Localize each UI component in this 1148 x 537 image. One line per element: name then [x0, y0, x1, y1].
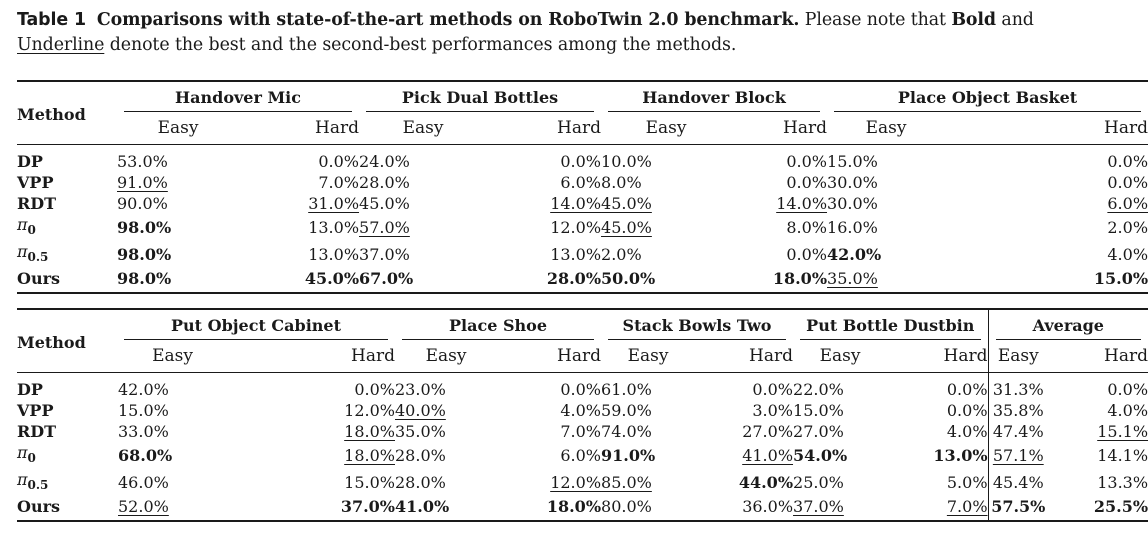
table-cell: 7.0% [560, 422, 602, 441]
easy-header: Easy [627, 345, 669, 366]
table-cell: 7.0% [887, 496, 988, 521]
table-row [17, 496, 1148, 521]
table-cell: 6.0% [1107, 194, 1148, 213]
table-cell: 45.0% [304, 269, 360, 289]
method-name: RDT [17, 422, 57, 441]
table-cell: 44.0% [738, 473, 794, 493]
table-cell: 6.0% [560, 446, 602, 466]
table-cell: 0.0% [354, 380, 395, 399]
table-cell: 35.8% [992, 401, 1044, 420]
table-cell: 0.0% [786, 152, 828, 171]
easy-header: Easy [425, 345, 467, 366]
table-cell: 57.5% [991, 497, 1046, 517]
task-header: Stack Bowls Two [601, 309, 793, 342]
table-cell: 0.0% [560, 152, 602, 171]
method-name: DP [17, 380, 43, 399]
easy-header: Easy [645, 117, 687, 138]
table-cell: 98.0% [117, 218, 172, 238]
table-cell: 0.0% [887, 400, 988, 421]
table-cell: 98.0% [117, 269, 172, 289]
table-cell: 45.0% [601, 194, 652, 213]
table-cell: 25.0% [793, 473, 844, 493]
caption-title: Comparisons with state-of-the-art methods on RoboTwin 2.0 benchmark. [96, 10, 800, 30]
table-cell: 14.0% [550, 194, 602, 213]
table-cell: 28.0% [546, 269, 602, 289]
table-cell: 57.0% [359, 218, 410, 238]
table-cell: 14.1% [1097, 446, 1148, 466]
table-cell: 18.0% [344, 422, 395, 441]
results-table-2 [17, 308, 1148, 522]
table-cell: 50.0% [601, 269, 656, 289]
table-cell: 14.0% [776, 194, 828, 213]
table-cell: 31.3% [992, 380, 1044, 399]
table-cell: 0.0% [1107, 173, 1148, 192]
table-row [17, 268, 1148, 293]
table-cell: 8.0% [786, 218, 828, 238]
table-cell: 61.0% [601, 380, 652, 399]
table-row [17, 373, 1148, 401]
table-cell: 3.0% [752, 401, 794, 420]
hard-header: Hard [351, 345, 395, 366]
table-cell: 15.1% [1097, 422, 1148, 441]
table-cell: 13.3% [1097, 473, 1148, 493]
table-cell: 6.0% [560, 173, 602, 192]
table-cell: 18.0% [546, 497, 602, 517]
easy-header: Easy [157, 117, 199, 138]
table-cell: 30.0% [827, 173, 878, 192]
table-cell: 2.0% [1107, 218, 1148, 238]
table-cell: 53.0% [117, 152, 168, 171]
table-cell: 0.0% [1107, 152, 1148, 171]
table-cell: 8.0% [601, 173, 642, 192]
table-row [17, 442, 1148, 469]
method-name: $\pi_{0.5}$ [17, 470, 49, 493]
table-cell: 13.0% [308, 245, 360, 265]
table-cell: 13.0% [308, 218, 360, 238]
caption-bold-word: Bold [951, 10, 996, 30]
hard-header: Hard [887, 342, 988, 373]
table-cell: 12.0% [550, 218, 602, 238]
task-header: Pick Dual Bottles [359, 81, 601, 114]
table-cell: 41.0% [395, 497, 450, 517]
table-cell: 12.0% [550, 473, 602, 493]
hard-header: Hard [557, 117, 602, 138]
method-name: VPP [17, 401, 54, 420]
caption-text-2: and [996, 10, 1034, 30]
table-cell: 18.0% [344, 446, 395, 466]
table-row [17, 469, 1148, 496]
table-cell: 46.0% [118, 473, 169, 493]
table-cell: 24.0% [359, 152, 410, 171]
hard-header: Hard [1104, 117, 1148, 138]
method-header: Method [17, 332, 86, 352]
table-cell: 31.0% [308, 194, 360, 213]
table-cell: 37.0% [793, 497, 844, 517]
table-cell: 45.0% [359, 194, 410, 213]
method-name: RDT [17, 194, 57, 213]
table-cell: 54.0% [793, 446, 848, 466]
table-cell: 0.0% [560, 380, 602, 399]
hard-header: Hard [749, 345, 794, 366]
table-cell: 36.0% [742, 497, 794, 517]
table-cell: 16.0% [827, 218, 878, 238]
table-cell: 28.0% [395, 446, 446, 466]
table-cell: 37.0% [359, 245, 410, 265]
table-row [17, 193, 1148, 214]
hard-header: Hard [557, 345, 602, 366]
results-table-1 [17, 80, 1148, 294]
table-cell: 15.0% [827, 152, 878, 171]
table-cell: 52.0% [118, 497, 169, 517]
table-cell: 0.0% [752, 380, 794, 399]
task-header: Handover Mic [117, 81, 359, 114]
easy-header: Easy [819, 345, 861, 366]
task-header: Put Object Cabinet [117, 309, 395, 342]
method-name: $\pi_0$ [17, 215, 36, 238]
table-cell: 98.0% [117, 245, 172, 265]
table-cell: 91.0% [117, 173, 168, 192]
table-cell: 13.0% [887, 442, 988, 469]
average-header: Average [988, 309, 1148, 342]
method-header: Method [17, 104, 86, 124]
method-name: Ours [17, 269, 61, 289]
table-caption [17, 8, 1057, 58]
table-cell: 27.0% [742, 422, 794, 441]
table-cell: 28.0% [395, 473, 446, 493]
table-cell: 74.0% [601, 422, 652, 441]
table-cell: 25.5% [1093, 497, 1148, 517]
table-cell: 59.0% [601, 401, 652, 420]
table-cell: 28.0% [359, 173, 410, 192]
easy-header: Easy [865, 117, 907, 138]
method-name: Ours [17, 497, 61, 517]
hard-header: Hard [1104, 345, 1148, 366]
hard-header: Hard [315, 117, 360, 138]
method-name: VPP [17, 173, 54, 192]
table-cell: 0.0% [1107, 380, 1148, 399]
method-name: DP [17, 152, 43, 171]
table-cell: 15.0% [793, 401, 844, 420]
table-row [17, 214, 1148, 241]
table-row [17, 172, 1148, 193]
task-header: Place Shoe [395, 309, 601, 342]
table-cell: 47.4% [992, 422, 1044, 441]
table-cell: 7.0% [318, 173, 360, 192]
caption-label: Table 1 [17, 10, 87, 30]
table-cell: 4.0% [887, 421, 988, 442]
caption-text-3: denote the best and the second-best performances among the methods. [104, 35, 737, 55]
table-cell: 10.0% [601, 152, 652, 171]
table-cell: 4.0% [560, 401, 602, 420]
table-cell: 67.0% [359, 269, 414, 289]
table-cell: 35.0% [827, 269, 878, 289]
table-cell: 0.0% [887, 373, 988, 401]
table-cell: 35.0% [395, 422, 446, 441]
hard-header: Hard [783, 117, 828, 138]
table-cell: 68.0% [118, 446, 173, 466]
table-cell: 40.0% [395, 401, 446, 420]
table-cell: 45.0% [601, 218, 652, 238]
table-cell: 37.0% [340, 497, 395, 517]
table-row [17, 421, 1148, 442]
table-cell: 90.0% [117, 194, 168, 213]
table-cell: 0.0% [786, 173, 828, 192]
table-row [17, 241, 1148, 268]
table-cell: 42.0% [827, 245, 882, 265]
easy-header: Easy [997, 345, 1039, 366]
table-cell: 33.0% [118, 422, 169, 441]
table-cell: 15.0% [118, 401, 169, 420]
task-header: Place Object Basket [827, 81, 1148, 114]
table-cell: 2.0% [601, 245, 642, 265]
table-cell: 0.0% [318, 152, 360, 171]
table-cell: 42.0% [118, 380, 169, 399]
method-name: $\pi_{0.5}$ [17, 242, 49, 265]
table-cell: 23.0% [395, 380, 446, 399]
table-cell: 80.0% [601, 497, 652, 517]
table-cell: 12.0% [344, 401, 395, 420]
table-cell: 91.0% [601, 446, 656, 466]
table-cell: 18.0% [772, 269, 828, 289]
table-cell: 5.0% [887, 469, 988, 496]
table-cell: 22.0% [793, 380, 844, 399]
task-header: Handover Block [601, 81, 827, 114]
table-row [17, 145, 1148, 173]
method-name: $\pi_0$ [17, 443, 36, 466]
table-cell: 4.0% [1107, 245, 1148, 265]
easy-header: Easy [152, 345, 193, 366]
table-cell: 30.0% [827, 194, 878, 213]
table-cell: 57.1% [992, 446, 1044, 466]
table-cell: 15.0% [1093, 269, 1148, 289]
table-cell: 4.0% [1107, 401, 1148, 420]
table-cell: 45.4% [992, 473, 1044, 493]
caption-text-1: Please note that [799, 10, 952, 30]
table-cell: 41.0% [742, 446, 794, 466]
table-cell: 27.0% [793, 422, 844, 441]
caption-underline-word: Underline [17, 35, 105, 55]
table-cell: 15.0% [344, 473, 395, 493]
table-cell: 85.0% [601, 473, 652, 493]
table-row [17, 400, 1148, 421]
task-header: Put Bottle Dustbin [793, 309, 988, 342]
table-cell: 13.0% [550, 245, 602, 265]
easy-header: Easy [402, 117, 444, 138]
table-cell: 0.0% [786, 245, 828, 265]
